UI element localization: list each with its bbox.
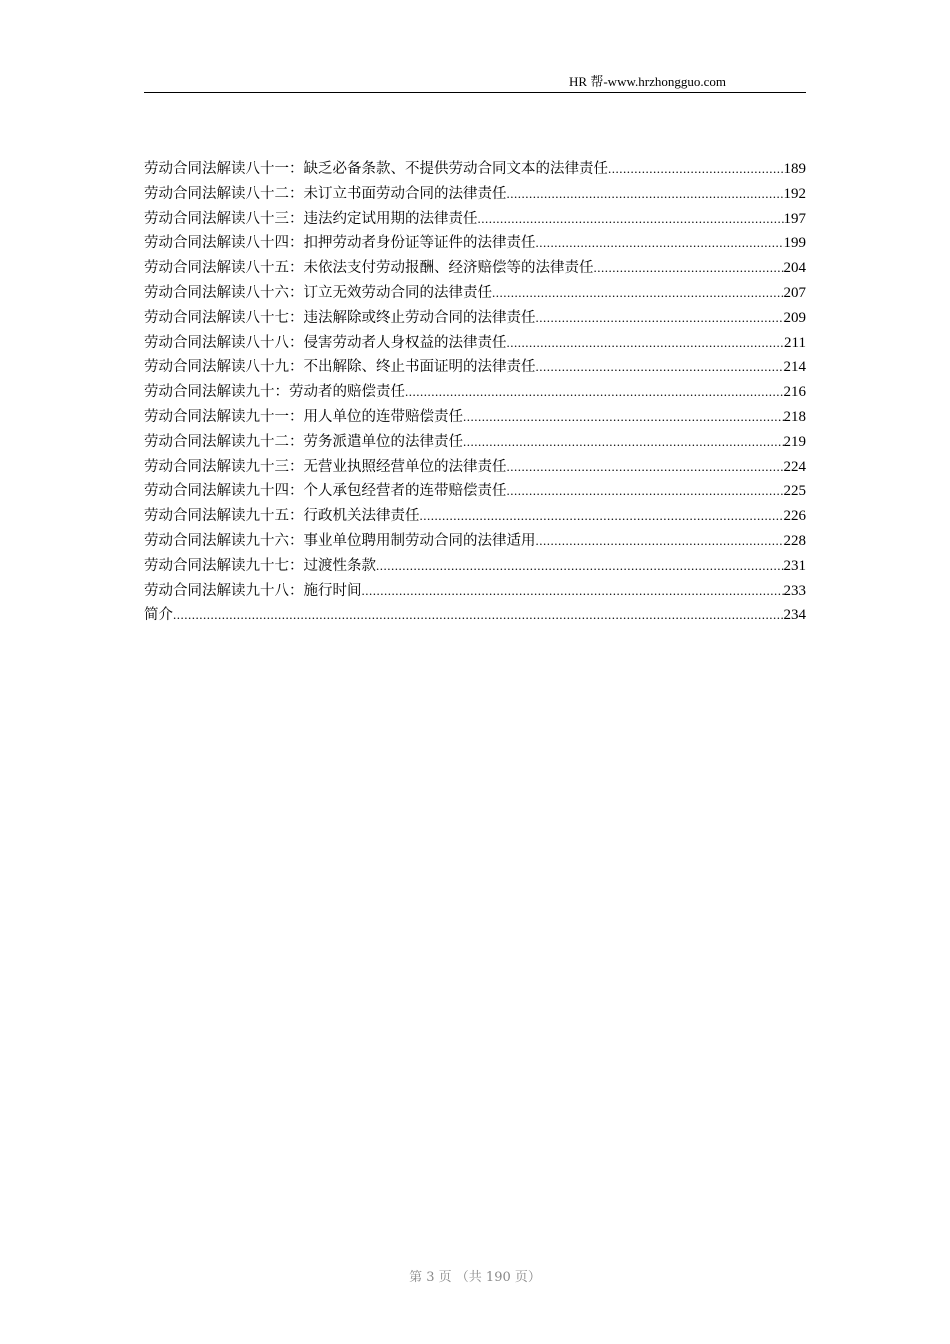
toc-entry-page: 216 — [783, 384, 806, 401]
toc-leader-dots — [594, 256, 784, 281]
toc-entry-page: 211 — [784, 334, 806, 351]
toc-entry-page: 218 — [783, 408, 806, 425]
toc-leader-dots — [420, 504, 784, 529]
toc-leader-dots — [173, 603, 784, 628]
toc-entry-title: 劳动合同法解读九十二：劳务派遣单位的法律责任 — [144, 433, 463, 450]
toc-entry[interactable] — [144, 455, 806, 480]
toc-entry-title: 劳动合同法解读八十一：缺乏必备条款、不提供劳动合同文本的法律责任 — [144, 161, 608, 177]
toc-entry-title: 劳动合同法解读九十：劳动者的赔偿责任 — [144, 384, 405, 401]
toc-leader-dots — [405, 380, 784, 405]
toc-entry-page: 233 — [783, 582, 806, 599]
toc-entry-page: 209 — [783, 309, 806, 326]
page-footer: 第 3 页 （共 190 页） — [409, 1270, 541, 1285]
toc-leader-dots — [463, 430, 784, 455]
toc-entry-page: 192 — [783, 185, 806, 202]
toc-entry-page: 219 — [783, 433, 806, 450]
toc-entry-title: 劳动合同法解读九十八：施行时间 — [144, 582, 362, 599]
toc-entry[interactable] — [144, 430, 806, 455]
toc-entry-title: 劳动合同法解读八十八：侵害劳动者人身权益的法律责任 — [144, 334, 507, 351]
toc-entry[interactable] — [144, 231, 806, 256]
toc-leader-dots — [507, 479, 784, 504]
toc-entry-title: 劳动合同法解读九十一：用人单位的连带赔偿责任 — [144, 408, 463, 425]
toc-entry[interactable] — [144, 256, 806, 281]
toc-entry[interactable] — [144, 579, 806, 604]
toc-leader-dots — [492, 281, 784, 306]
toc-leader-dots — [507, 455, 784, 480]
toc-leader-dots — [376, 554, 784, 579]
toc-entry[interactable] — [144, 504, 806, 529]
toc-entry-title: 劳动合同法解读九十七：过渡性条款 — [144, 557, 376, 574]
toc-entry[interactable] — [144, 529, 806, 554]
toc-entry-title: 劳动合同法解读八十六：订立无效劳动合同的法律责任 — [144, 284, 492, 301]
toc-leader-dots — [536, 529, 784, 554]
toc-leader-dots — [463, 405, 784, 430]
toc-leader-dots — [536, 355, 784, 380]
toc-leader-dots — [507, 331, 785, 356]
toc-entry-title: 劳动合同法解读八十四：扣押劳动者身份证等证件的法律责任 — [144, 235, 536, 252]
table-of-contents — [144, 157, 806, 628]
toc-entry[interactable] — [144, 603, 806, 628]
toc-entry-page: 214 — [783, 359, 806, 376]
toc-entry-title: 劳动合同法解读八十五：未依法支付劳动报酬、经济赔偿等的法律责任 — [144, 260, 594, 277]
toc-entry[interactable] — [144, 281, 806, 306]
toc-leader-dots — [608, 157, 784, 182]
toc-leader-dots — [507, 182, 784, 207]
page-header — [144, 72, 806, 93]
toc-entry-title: 劳动合同法解读八十三：违法约定试用期的法律责任 — [144, 210, 478, 227]
toc-entry[interactable] — [144, 405, 806, 430]
toc-entry-title: 劳动合同法解读九十四：个人承包经营者的连带赔偿责任 — [144, 483, 507, 500]
toc-entry[interactable] — [144, 331, 806, 356]
toc-entry[interactable] — [144, 207, 806, 232]
toc-entry-title: 劳动合同法解读九十六：事业单位聘用制劳动合同的法律适用 — [144, 532, 536, 549]
toc-entry[interactable] — [144, 554, 806, 579]
toc-entry[interactable] — [144, 306, 806, 331]
toc-entry-page: 207 — [783, 284, 806, 301]
toc-entry-page: 228 — [783, 532, 806, 549]
toc-entry-page: 234 — [783, 607, 806, 624]
toc-entry-title: 劳动合同法解读九十五：行政机关法律责任 — [144, 508, 420, 525]
toc-entry-page: 199 — [783, 235, 806, 252]
toc-entry[interactable] — [144, 182, 806, 207]
toc-leader-dots — [478, 207, 784, 232]
toc-entry-title: 劳动合同法解读八十九：不出解除、终止书面证明的法律责任 — [144, 359, 536, 376]
toc-entry-page: 204 — [783, 260, 806, 277]
toc-entry[interactable] — [144, 355, 806, 380]
toc-entry-title: 劳动合同法解读八十二：未订立书面劳动合同的法律责任 — [144, 185, 507, 202]
toc-leader-dots — [536, 306, 784, 331]
toc-entry-page: 197 — [783, 210, 806, 227]
toc-entry-page: 224 — [783, 458, 806, 475]
toc-entry-page: 189 — [783, 161, 806, 177]
toc-entry-title: 劳动合同法解读九十三：无营业执照经营单位的法律责任 — [144, 458, 507, 475]
toc-entry[interactable] — [144, 380, 806, 405]
toc-entry-page: 225 — [783, 483, 806, 500]
toc-entry[interactable] — [144, 479, 806, 504]
header-site-text: HR 帮-www.hrzhongguo.com — [569, 74, 726, 89]
toc-leader-dots — [362, 579, 784, 604]
toc-entry-page: 226 — [783, 508, 806, 525]
toc-entry-title: 简介 — [144, 607, 173, 624]
toc-leader-dots — [536, 231, 784, 256]
toc-entry-title: 劳动合同法解读八十七：违法解除或终止劳动合同的法律责任 — [144, 309, 536, 326]
toc-entry[interactable] — [144, 157, 806, 182]
toc-entry-page: 231 — [783, 557, 806, 574]
